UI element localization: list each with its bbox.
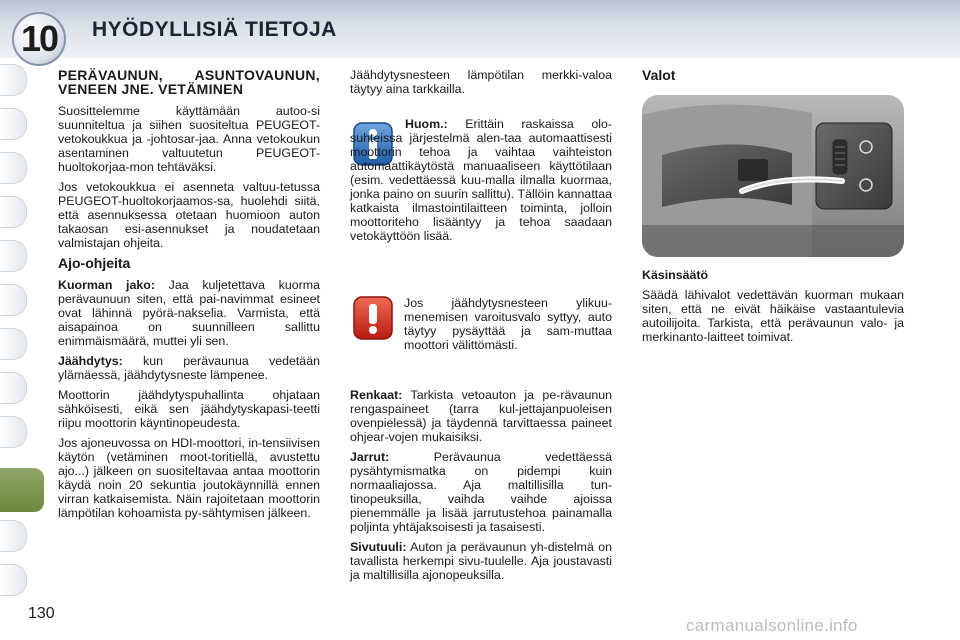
warning-icon <box>353 296 393 340</box>
load-distribution-paragraph <box>58 278 320 348</box>
chapter-tab[interactable] <box>0 108 27 140</box>
brakes-text: Perävaunua vedettäessä pysähtymismatka on pidempi kuin normaaliajossa. Aja maltillisilla tun-tinopeuksilla, vaihda vaihde ajoissa pienemmälle ja lisää jarrutustehoa painamalla poljinta yhtäjaksoisesti ja tasaisesti. <box>350 450 612 534</box>
headlamp-adjuster-photo <box>642 95 904 257</box>
warning-text: Jos jäähdytysnesteen ylikuu-menemisen varoitusvalo syttyy, auto täytyy pysäyttää ja sam-muttaa moottori välittömästi. <box>404 296 612 352</box>
chapter-tab[interactable] <box>0 240 27 272</box>
crosswind-paragraph <box>350 540 612 582</box>
hdi-paragraph: Jos ajoneuvossa on HDI-moottori, in-tensiivisen käytön (vetäminen moot-toritiellä, avustettu ajo...) jälkeen on suositeltavaa antaa moottorin käydä noin 20 sekuntia joutokäynnillä ennen virran katkaisemista. Näin rajoitetaan moottorin lämpötilan kohoamista py-sähtymisen jälkeen. <box>58 436 320 520</box>
lights-title: Valot <box>642 67 676 83</box>
column-left <box>58 68 320 526</box>
crosswind-label: Sivutuuli: <box>350 540 407 554</box>
chapter-tab[interactable] <box>0 152 27 184</box>
dashboard-illustration <box>642 95 904 257</box>
brakes-label: Jarrut: <box>350 450 390 464</box>
chapter-tab[interactable] <box>0 520 27 552</box>
note-paragraph <box>350 117 612 243</box>
load-distribution-label: Kuorman jako: <box>58 278 155 292</box>
warning-block <box>404 296 612 358</box>
note-text: Erittäin raskaissa olo-suhteissa järjestelmä alen-taa automaattisesti moottorin tehoa ja vaihtaa vaihteiston automaattikäytöstä manuaaliseen käyttötilaan (esim. vedettäessä kuu-malla ilmalla kuormaa, jonka paino on suurin sallittu). Tällöin kannattaa katkaista ilmastointilaitteen toiminta, jolloin moottoriteho lisääntyy ja tehoa saadaan vetokäyttöön lisää. <box>350 117 612 243</box>
note-block <box>350 117 612 249</box>
column-right-top <box>642 68 904 90</box>
cooling-paragraph <box>58 354 320 382</box>
chapter-title: HYÖDYLLISIÄ TIETOJA <box>92 18 337 41</box>
cooling-text: kun perävaunua vedetään ylämäessä, jäähdytysneste lämpenee. <box>58 354 320 382</box>
chapter-tab[interactable] <box>0 196 27 228</box>
chapter-tab[interactable] <box>0 416 27 448</box>
column-middle-lower <box>350 388 612 588</box>
tyres-text: Tarkista vetoauton ja pe-rävaunun rengaspaineet (tarra kul-jettajanpuoleisen ovenpielessä) ja täydennä tarvittaessa paineet ohjear-vojen mukaisiksi. <box>350 388 613 444</box>
section-title-towing: PERÄVAUNUN, ASUNTOVAUNUN, VENEEN JNE. VETÄMINEN <box>58 67 320 97</box>
note-label: Huom.: <box>405 117 448 131</box>
subsection-title-driving: Ajo-ohjeita <box>58 255 131 271</box>
brakes-paragraph <box>350 450 612 534</box>
column-middle <box>350 68 612 102</box>
tyres-label: Renkaat: <box>350 388 403 402</box>
chapter-tab[interactable] <box>0 64 27 96</box>
chapter-tab[interactable] <box>0 372 27 404</box>
fan-paragraph: Moottorin jäähdytyspuhallinta ohjataan sähköisesti, eikä sen jäähdytyskapasi-teetti riipu moottorin käyntinopeudesta. <box>58 388 320 430</box>
intro-paragraph-1: Suosittelemme käyttämään autoo-si suunniteltua ja siihen suositeltua PEUGEOT-vetokoukkua ja -johtosar-jaa. Anna vetokoukun asentaminen valtuutetun PEUGEOT-huoltokorjaa-mon tehtäväksi. <box>58 104 320 174</box>
tyres-paragraph <box>350 388 612 444</box>
load-distribution-text: Jaa kuljetettava kuorma perävaunuun siten, että pai-navimmat esineet ovat lähinnä pyörä-nakselia. Varmista, että aisapainoa on suunnilleen sallittu enimmäismäärä, muttei yli sen. <box>58 278 320 348</box>
page-number: 130 <box>28 605 55 622</box>
manual-adjust-text: Säädä lähivalot vedettävän kuorman mukaan siten, että ne eivät häikäise vastaantulevia autoilijoita. Tarkista, että perävaunun valo- ja merkinanto-laitteet toimivat. <box>642 288 904 344</box>
coolant-intro: Jäähdytysnesteen lämpötilan merkki-valoa täytyy aina tarkkailla. <box>350 68 612 96</box>
active-chapter-tab[interactable] <box>0 468 44 512</box>
watermark: carmanualsonline.info <box>686 616 858 635</box>
chapter-tab[interactable] <box>0 284 27 316</box>
column-right-bottom <box>642 268 904 350</box>
manual-adjust-title: Käsinsäätö <box>642 268 709 282</box>
intro-paragraph-2: Jos vetokoukkua ei asenneta valtuu-tetussa PEUGEOT-huoltokorjaamos-sa, huolehdi siitä, että asennuksessa otetaan huomioon auton takaosan esi-asennukset ja noudatetaan valmistajan ohjeita. <box>58 180 320 250</box>
chapter-tab[interactable] <box>0 564 27 596</box>
chapter-tab[interactable] <box>0 328 27 360</box>
cooling-label: Jäähdytys: <box>58 354 123 368</box>
chapter-number-badge: 10 <box>12 12 66 66</box>
crosswind-text: Auton ja perävaunun yh-distelmä on tavallista herkempi sivu-tuulelle. Aja joustavasti ja maltillisilla ajonopeuksilla. <box>350 540 612 582</box>
